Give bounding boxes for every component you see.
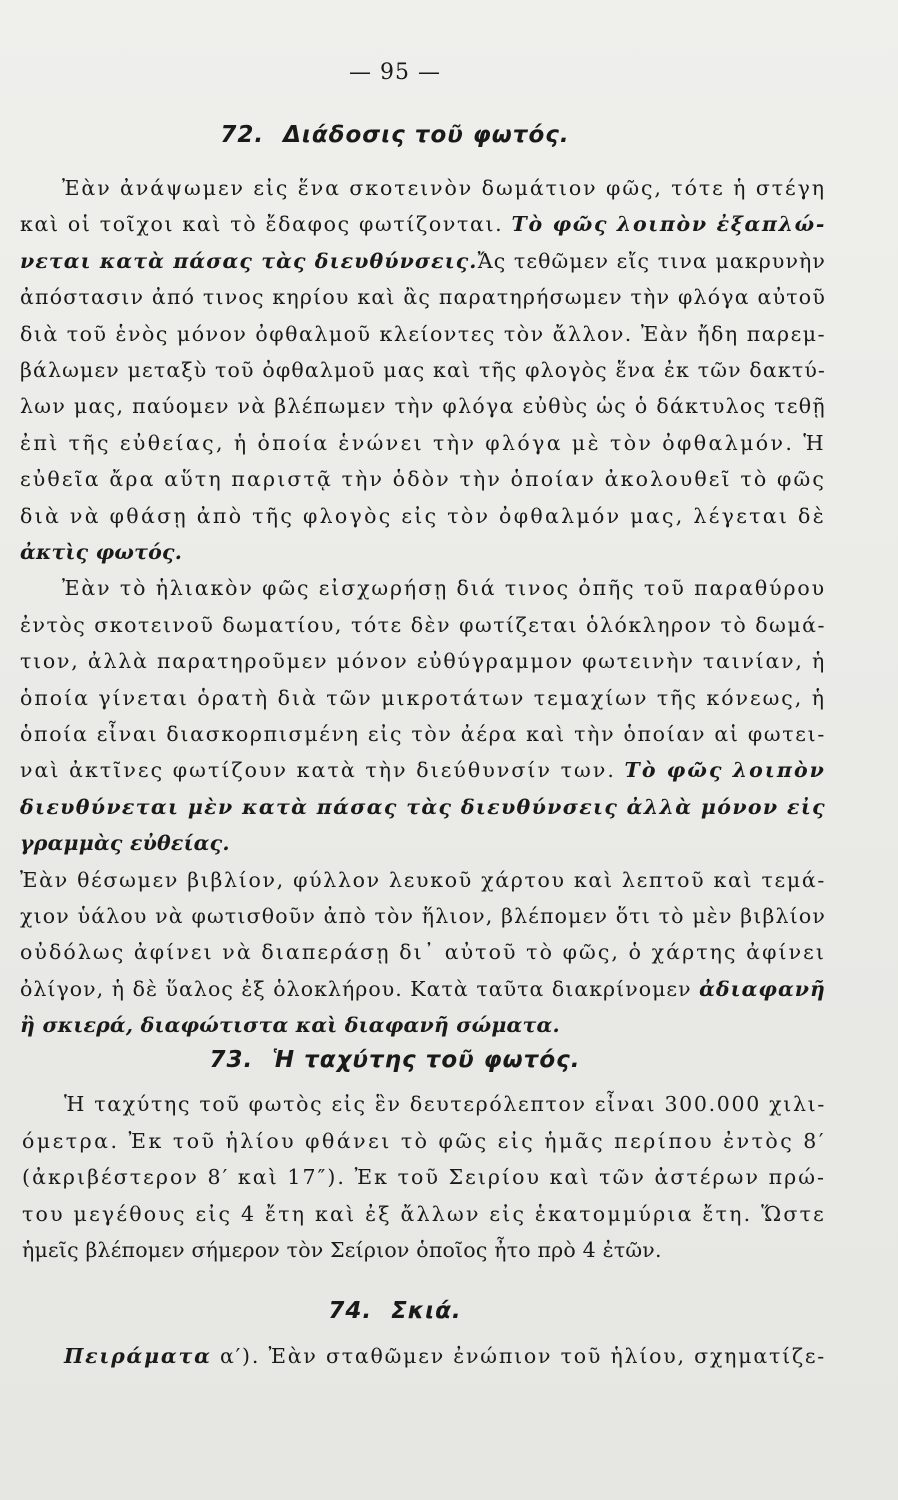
body-text: Ἄς τεθῶμεν εἴς τινα μακρυνὴν <box>477 248 826 273</box>
text-line <box>20 360 826 381</box>
body-text: καὶ οἱ τοῖχοι καὶ τὸ ἔδαφος φωτίζονται. <box>20 212 512 237</box>
text-line <box>20 760 826 781</box>
body-text: χιον ὑάλου νὰ φωτισθοῦν ἀπὸ τὸν ἥλιον, βλέπομεν ὅτι τὸ μὲν βιβλίον <box>20 904 826 928</box>
body-text: ἐπὶ τῆς εὐθείας, ἡ ὁποία ἑνώνει τὴν φλόγα μὲ τὸν ὀφθαλμόν. Ἡ <box>20 430 826 455</box>
text-line <box>20 833 230 854</box>
text-line <box>22 1167 826 1188</box>
body-text: βάλωμεν μεταξὺ τοῦ ὀφθαλμοῦ μας καὶ τῆς φλογὸς ἕνα ἐκ τῶν δακτύ- <box>20 358 827 382</box>
text-line <box>64 1094 826 1115</box>
body-text: ὁποία εἶναι διασκορπισμένη εἰς τὸν ἀέρα καὶ τὴν ὁποίαν αἱ φωτει- <box>20 722 826 746</box>
section-heading <box>0 1047 790 1073</box>
text-line <box>62 178 826 199</box>
body-text: διὰ νὰ φθάσῃ ἀπὸ τῆς φλογὸς εἰς τὸν ὀφθαλμόν μας, λέγεται δὲ <box>20 503 826 528</box>
emphasis-text: γραμμὰς εὐθείας. <box>20 831 230 856</box>
body-text: ἐντὸς σκοτεινοῦ δωματίου, τότε δὲν φωτίζεται ὁλόκληρον τὸ δωμά- <box>20 612 826 637</box>
emphasis-text: Τὸ φῶς λοιπὸν ἐξαπλώ- <box>511 212 826 237</box>
body-text: διὰ τοῦ ἑνὸς μόνον ὀφθαλμοῦ κλείοντες τὸν ἄλλον. Ἐὰν ἤδη παρεμ- <box>20 321 827 346</box>
text-line <box>64 1346 826 1367</box>
section-heading <box>0 122 790 148</box>
text-line <box>22 1128 826 1153</box>
body-text: α′). Ἐὰν σταθῶμεν ἐνώπιον τοῦ ἡλίου, σχηματίζε- <box>211 1344 827 1368</box>
text-line <box>20 214 826 235</box>
text-line <box>20 867 827 892</box>
body-text: Ἐὰν ἀνάψωμεν εἰς ἕνα σκοτεινὸν δωμάτιον φῶς, τότε ἡ στέγη <box>62 176 827 200</box>
text-line <box>20 469 826 490</box>
section-number: 74. <box>328 1298 373 1324</box>
text-line <box>20 942 826 963</box>
body-text: όμετρα. Ἐκ τοῦ ἡλίου φθάνει τὸ φῶς εἰς ἡμᾶς περίπου ἐντὸς 8′ <box>22 1128 826 1153</box>
text-line <box>20 503 826 528</box>
text-line <box>20 542 182 563</box>
body-text: λων μας, παύομεν νὰ βλέπωμεν τὴν φλόγα εὐθὺς ὡς ὁ δάκτυλος τεθῇ <box>20 394 826 419</box>
section-number: 72. <box>220 122 265 148</box>
body-text: ναὶ ἀκτῖνες φωτίζουν κατὰ τὴν διεύθυνσίν των. <box>20 758 625 783</box>
body-text: ἀπόστασιν ἀπό τινος κηρίου καὶ ἂς παρατηρήσωμεν τὴν φλόγα αὐτοῦ <box>20 285 827 310</box>
text-line <box>62 578 826 599</box>
page-number: — 95 — <box>349 60 441 85</box>
body-text: οὐδόλως ἀφίνει νὰ διαπεράσῃ δι᾿ αὐτοῦ τὸ φῶς, ὁ χάρτης ἀφίνει <box>20 940 827 965</box>
text-line <box>20 976 826 1001</box>
text-line <box>22 1201 826 1226</box>
emphasis-text: Τὸ φῶς λοιπὸν <box>624 758 826 783</box>
section-heading <box>0 1298 790 1324</box>
text-line <box>20 651 826 672</box>
section-number: 73. <box>209 1047 254 1073</box>
text-line <box>20 612 826 637</box>
text-line <box>20 430 826 455</box>
section-title: Ἡ ταχύτης τοῦ φωτός. <box>272 1047 581 1073</box>
body-text: τιον, ἀλλὰ παρατηροῦμεν μόνον εὐθύγραμμον φωτεινὴν ταινίαν, ἡ <box>20 649 826 674</box>
text-line <box>20 321 827 346</box>
body-text: ὀλίγον, ἡ δὲ ὕαλος ἐξ ὁλοκλήρου. Κατὰ ταῦτα διακρίνομεν <box>20 976 700 1001</box>
emphasis-text: ἢ σκιερά, διαφώτιστα καὶ διαφανῆ σώματα. <box>20 1013 560 1038</box>
emphasis-text: ἀδιαφανῆ <box>699 976 826 1001</box>
text-line <box>20 685 826 710</box>
body-text: ὁποία γίνεται ὁρατὴ διὰ τῶν μικροτάτων τεμαχίων τῆς κόνεως, ἡ <box>20 685 826 710</box>
text-line <box>20 287 826 308</box>
text-line <box>20 724 826 745</box>
text-line <box>20 794 826 819</box>
body-text: Ἐὰν τὸ ἡλιακὸν φῶς εἰσχωρήσῃ διά τινος ὀπῆς τοῦ παραθύρου <box>62 576 827 601</box>
emphasis-text: Πειράματα <box>64 1344 212 1368</box>
text-line <box>20 1015 560 1036</box>
body-text: ἡμεῖς βλέπομεν σήμερον τὸν Σείριον ὁποῖος ἦτο πρὸ 4 ἐτῶν. <box>22 1238 662 1262</box>
body-text: εὐθεῖα ἄρα αὕτη παριστᾷ τὴν ὁδὸν τὴν ὁποίαν ἀκολουθεῖ τὸ φῶς <box>20 467 826 492</box>
text-line <box>20 396 826 417</box>
body-text: Ἡ ταχύτης τοῦ φωτὸς εἰς ἓν δευτερόλεπτον εἶναι 300.000 χιλι- <box>64 1092 826 1116</box>
body-text: Ἐὰν θέσωμεν βιβλίον, φύλλον λευκοῦ χάρτου καὶ λεπτοῦ καὶ τεμά- <box>20 867 827 892</box>
emphasis-text: ἀκτὶς φωτός. <box>20 540 183 564</box>
section-title: Σκιά. <box>391 1298 462 1324</box>
emphasis-text: διευθύνεται μὲν κατὰ πάσας τὰς διευθύνσεις ἀλλὰ μόνον εἰς <box>20 794 826 819</box>
text-line <box>20 248 826 273</box>
text-line <box>22 1240 662 1261</box>
body-text: του μεγέθους εἰς 4 ἔτη καὶ ἐξ ἄλλων εἰς ἑκατομμύρια ἔτη. Ὥστε <box>22 1201 826 1226</box>
text-line <box>20 906 826 927</box>
section-title: Διάδοσις τοῦ φωτός. <box>283 122 570 148</box>
emphasis-text: νεται κατὰ πάσας τὰς διευθύνσεις. <box>20 248 478 273</box>
body-text: (ἀκριβέστερον 8′ καὶ 17″). Ἐκ τοῦ Σειρίου καὶ τῶν ἀστέρων πρώ- <box>22 1165 827 1189</box>
